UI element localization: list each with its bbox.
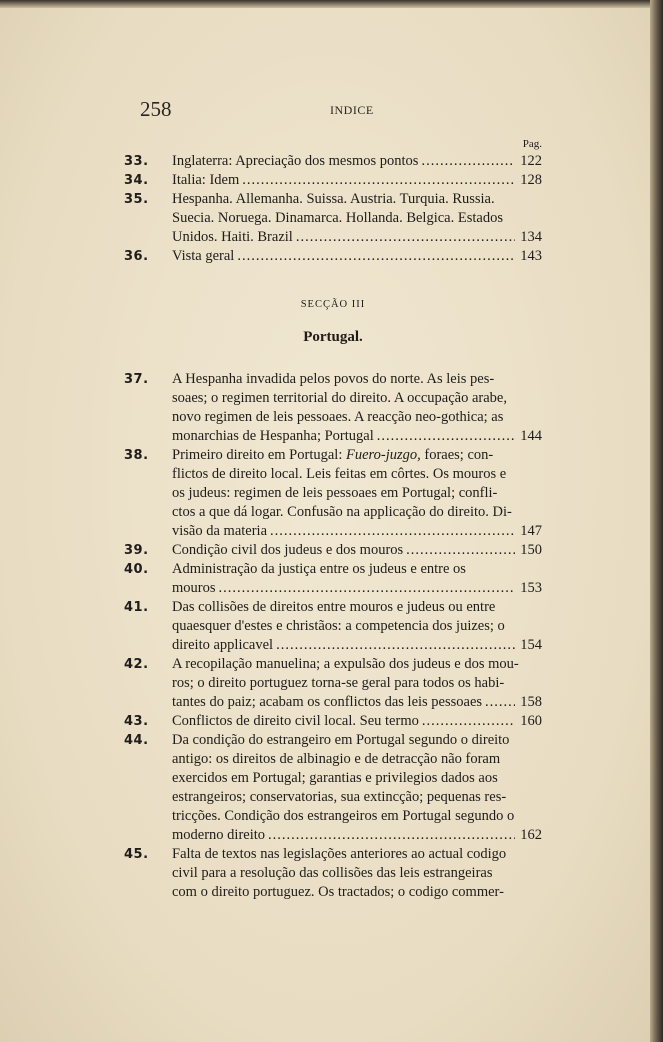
dot-leader bbox=[421, 152, 515, 171]
entry-text-line: novo regimen de leis pessoaes. A reacção neo-gothica; as bbox=[172, 409, 504, 425]
entry-number: 40. bbox=[124, 562, 149, 577]
entry-text-line: visão da materia bbox=[172, 523, 268, 539]
entry-page-number: 143 bbox=[520, 248, 542, 264]
dot-leader bbox=[406, 541, 515, 560]
entry-text-line: quaesquer d'estes e christãos: a competencia dos juizes; o bbox=[172, 618, 505, 634]
index-entry bbox=[124, 152, 542, 171]
entry-text-line: com o direito portuguez. Os tractados; o codigo commer- bbox=[172, 884, 504, 900]
entry-final-line bbox=[172, 693, 542, 712]
book-spine-edge bbox=[650, 0, 663, 1042]
entry-text-line: Unidos. Haiti. Brazil bbox=[172, 229, 293, 245]
entry-number: 33. bbox=[124, 154, 149, 169]
entry-number: 38. bbox=[124, 448, 149, 463]
entry-text-line: Primeiro direito em Portugal: Fuero-juzgo, foraes; con- bbox=[172, 447, 494, 463]
index-entry bbox=[124, 171, 542, 190]
entry-page-number: 128 bbox=[520, 172, 542, 188]
entry-text-line: tricções. Condição dos estrangeiros em Portugal segundo o bbox=[172, 808, 515, 824]
entry-text-line: ros; o direito portuguez torna-se geral para todos os habi- bbox=[172, 675, 505, 691]
index-entry bbox=[124, 731, 542, 845]
entries-bottom bbox=[124, 370, 542, 902]
entry-final-line bbox=[172, 228, 542, 247]
entry-number: 44. bbox=[124, 733, 149, 748]
index-entry bbox=[124, 446, 542, 541]
entry-text-line: Das collisões de direitos entre mouros e judeus ou entre bbox=[172, 599, 496, 615]
dot-leader bbox=[377, 427, 515, 446]
entry-page-number: 150 bbox=[520, 542, 542, 558]
page-top-edge bbox=[0, 0, 650, 8]
entry-number: 35. bbox=[124, 192, 149, 207]
index-entry bbox=[124, 247, 542, 266]
section-title: Portugal. bbox=[303, 329, 363, 345]
entry-text-line: civil para a resolução das collisões das leis estrangeiras bbox=[172, 865, 493, 881]
entry-text-line: Administração da justiça entre os judeus e entre os bbox=[172, 561, 466, 577]
entry-final-line bbox=[172, 152, 542, 171]
entry-page-number: 154 bbox=[520, 637, 542, 653]
entries-top bbox=[124, 152, 542, 266]
italic-term: Fuero-juzgo, bbox=[345, 447, 421, 463]
entry-text-line: Da condição do estrangeiro em Portugal segundo o direito bbox=[172, 732, 510, 748]
entry-text-line: exercidos em Portugal; garantias e privilegios dados aos bbox=[172, 770, 498, 786]
entry-text-line: A Hespanha invadida pelos povos do norte. As leis pes- bbox=[172, 371, 495, 387]
entry-number: 45. bbox=[124, 847, 149, 862]
entry-final-line bbox=[172, 522, 542, 541]
entry-text-line: Vista geral bbox=[172, 248, 235, 264]
entry-text-line: Conflictos de direito civil local. Seu termo bbox=[172, 713, 419, 729]
entry-text-line: mouros bbox=[172, 580, 216, 596]
entry-text-line: ctos a que dá logar. Confusão na applicação do direito. Di- bbox=[172, 504, 512, 520]
entry-number: 43. bbox=[124, 714, 149, 729]
entry-number: 42. bbox=[124, 657, 149, 672]
entry-text-line: direito applicavel bbox=[172, 637, 274, 653]
running-title: INDICE bbox=[330, 103, 374, 117]
index-content bbox=[124, 138, 542, 902]
entry-page-number: 122 bbox=[520, 153, 542, 169]
entry-final-line bbox=[172, 541, 542, 560]
dot-leader bbox=[276, 636, 515, 655]
dot-leader bbox=[296, 228, 515, 247]
entry-number: 39. bbox=[124, 543, 149, 558]
entry-number: 34. bbox=[124, 173, 149, 188]
entry-text-line: monarchias de Hespanha; Portugal bbox=[172, 428, 374, 444]
entry-final-line bbox=[172, 712, 542, 731]
page-header bbox=[140, 97, 540, 123]
entry-text-line: Condição civil dos judeus e dos mouros bbox=[172, 542, 404, 558]
entry-page-number: 134 bbox=[520, 229, 542, 245]
entry-final-line bbox=[172, 579, 542, 598]
entry-page-number: 158 bbox=[520, 694, 542, 710]
index-entry bbox=[124, 541, 542, 560]
entry-final-line bbox=[172, 171, 542, 190]
entry-text-line: moderno direito bbox=[172, 827, 266, 843]
dot-leader bbox=[242, 171, 515, 190]
entry-text-line: Suecia. Noruega. Dinamarca. Hollanda. Belgica. Estados bbox=[172, 210, 503, 226]
entry-final-line bbox=[172, 427, 542, 446]
index-entry bbox=[124, 560, 542, 598]
dot-leader bbox=[485, 693, 515, 712]
entry-page-number: 144 bbox=[520, 428, 542, 444]
entry-page-number: 160 bbox=[520, 713, 542, 729]
entry-final-line bbox=[172, 247, 542, 266]
entry-final-line bbox=[172, 826, 542, 845]
entry-number: 41. bbox=[124, 600, 149, 615]
index-entry bbox=[124, 712, 542, 731]
entry-text-line: antigo: os direitos de albinagio e de detracção não foram bbox=[172, 751, 501, 767]
entry-final-line bbox=[172, 636, 542, 655]
page-number: 258 bbox=[140, 97, 172, 121]
dot-leader bbox=[237, 247, 515, 266]
dot-leader bbox=[422, 712, 515, 731]
entry-text-line: estrangeiros; conservatorias, sua extincção; pequenas res- bbox=[172, 789, 507, 805]
entry-text-line: soaes; o regimen territorial do direito. A occupação arabe, bbox=[172, 390, 507, 406]
index-entry bbox=[124, 655, 542, 712]
entry-page-number: 162 bbox=[520, 827, 542, 843]
dot-leader bbox=[268, 826, 515, 845]
entry-number: 36. bbox=[124, 249, 149, 264]
entry-text-line: flictos de direito local. Leis feitas em côrtes. Os mouros e bbox=[172, 466, 507, 482]
index-entry bbox=[124, 190, 542, 247]
entry-text-line: Falta de textos nas legislações anteriores ao actual codigo bbox=[172, 846, 507, 862]
entry-text-line: Italia: Idem bbox=[172, 172, 240, 188]
entry-text-line: os judeus: regimen de leis pessoaes em Portugal; confli- bbox=[172, 485, 498, 501]
dot-leader bbox=[219, 579, 516, 598]
section-label: SECÇÃO III bbox=[300, 299, 366, 310]
index-entry bbox=[124, 845, 542, 902]
entry-text-line: tantes do paiz; acabam os conflictos das leis pessoaes bbox=[172, 694, 483, 710]
entry-page-number: 153 bbox=[520, 580, 542, 596]
pag-column-label: Pag. bbox=[522, 138, 542, 150]
entry-number: 37. bbox=[124, 372, 149, 387]
entry-text-line: A recopilação manuelina; a expulsão dos judeus e dos mou- bbox=[172, 656, 519, 672]
entry-page-number: 147 bbox=[520, 523, 542, 539]
index-entry bbox=[124, 370, 542, 446]
index-entry bbox=[124, 598, 542, 655]
entry-text-line: Hespanha. Allemanha. Suissa. Austria. Turquia. Russia. bbox=[172, 191, 495, 207]
entry-text-line: Inglaterra: Apreciação dos mesmos pontos bbox=[172, 153, 419, 169]
dot-leader bbox=[270, 522, 515, 541]
